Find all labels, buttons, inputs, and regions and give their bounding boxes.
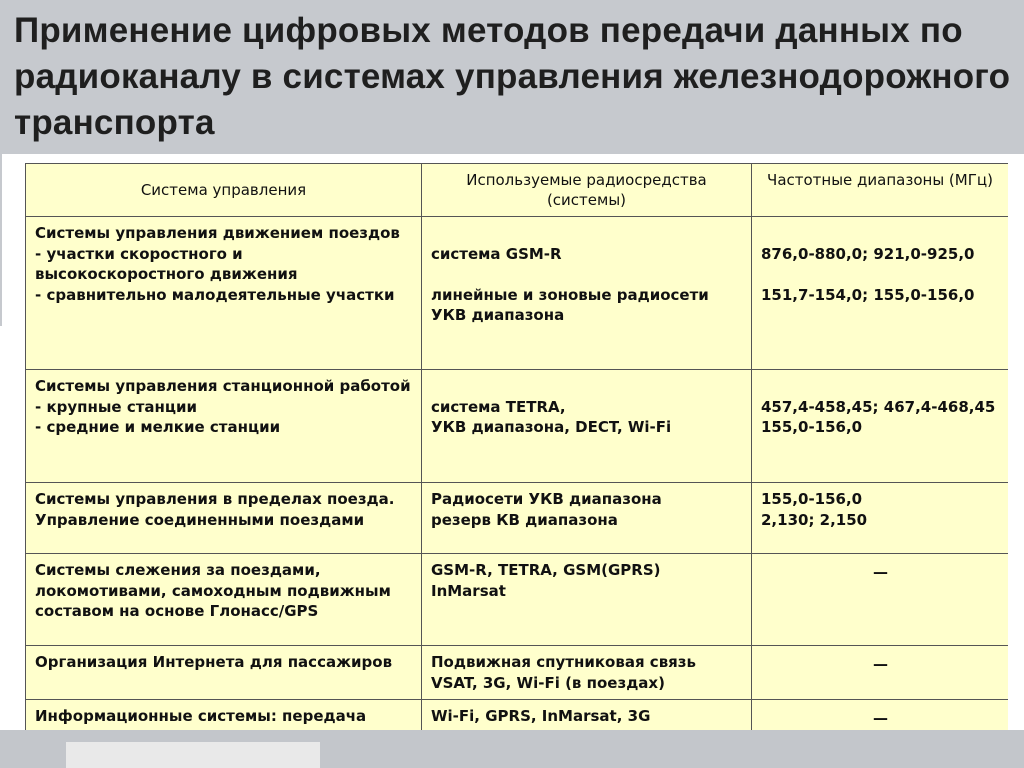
empty-dash: —: [873, 563, 888, 581]
radio-line: резерв КВ диапазона: [431, 510, 618, 529]
system-cell: [26, 483, 422, 554]
radio-line: Радиосети УКВ диапазона: [431, 490, 662, 508]
radio-cell: [422, 217, 752, 370]
system-cell: [26, 554, 422, 646]
table-row: [26, 646, 1009, 700]
system-line: - участки скоростного и высокоскоростного движения: [35, 244, 298, 283]
system-line: Системы слежения за поездами, локомотивами, самоходным подвижным составом на основе Глонасс/GPS: [35, 561, 391, 620]
frequency-cell: [752, 483, 1009, 554]
radio-line: GSM-R, TETRA, GSM(GPRS): [431, 561, 661, 579]
frequency-cell: [752, 646, 1009, 700]
system-line: Организация Интернета для пассажиров: [35, 653, 393, 671]
frequency-cell: [752, 554, 1009, 646]
system-line: - сравнительно малодеятельные участки: [35, 285, 395, 304]
system-line: - средние и мелкие станции: [35, 418, 281, 436]
system-cell: [26, 217, 422, 370]
table-row: [26, 483, 1009, 554]
title-bar: [0, 0, 1024, 154]
system-cell: [26, 370, 422, 483]
table-row: [26, 370, 1009, 483]
left-accent-strip: [0, 154, 2, 326]
header-radio-means: Используемые радиосредства (системы): [422, 164, 752, 217]
header-control-system: Система управления: [26, 164, 422, 217]
radio-cell: [422, 370, 752, 483]
radio-cell: [422, 483, 752, 554]
frequency-line: 151,7-154,0; 155,0-156,0: [761, 285, 975, 304]
radio-line: Подвижная спутниковая связь: [431, 653, 697, 671]
frequency-line: 876,0-880,0; 921,0-925,0: [761, 244, 975, 263]
system-line: Информационные системы: передача: [35, 707, 367, 725]
radio-systems-table: [25, 163, 1008, 768]
table-container: [25, 163, 1008, 768]
system-line: Системы управления в пределах поезда. Управление соединенными поездами: [35, 490, 395, 529]
frequency-line: 155,0-156,0: [761, 490, 863, 508]
empty-dash: —: [873, 655, 888, 673]
radio-cell: [422, 646, 752, 700]
radio-line: система GSM-R: [431, 244, 562, 263]
frequency-cell: [752, 217, 1009, 370]
frequency-line: 2,130; 2,150: [761, 510, 868, 529]
radio-line: VSAT, 3G, Wi-Fi (в поездах): [431, 673, 665, 692]
frequency-line: 457,4-458,45; 467,4-468,45: [761, 397, 996, 416]
radio-line: линейные и зоновые радиосети УКВ диапазона: [431, 285, 709, 324]
frequency-cell: [752, 370, 1009, 483]
radio-line: УКВ диапазона, DECT, Wi-Fi: [431, 418, 672, 436]
radio-line: Wi-Fi, GPRS, InMarsat, 3G: [431, 707, 651, 725]
system-line: Системы управления движением поездов: [35, 224, 400, 242]
slide-title: Применение цифровых методов передачи данных по радиоканалу в системах управления железнодорожного транспорта: [14, 11, 1011, 142]
system-line: - крупные станции: [35, 397, 198, 416]
radio-line: InMarsat: [431, 581, 506, 600]
table-row: [26, 217, 1009, 370]
radio-cell: [422, 554, 752, 646]
footer-box: [66, 742, 320, 768]
frequency-line: 155,0-156,0: [761, 418, 863, 436]
radio-line: система TETRA,: [431, 397, 566, 416]
empty-dash: —: [873, 709, 888, 727]
table-header-row: [26, 164, 1009, 217]
system-line: Системы управления станционной работой: [35, 377, 411, 395]
header-frequency-ranges: Частотные диапазоны (МГц): [752, 164, 1009, 217]
system-cell: [26, 646, 422, 700]
table-row: [26, 554, 1009, 646]
